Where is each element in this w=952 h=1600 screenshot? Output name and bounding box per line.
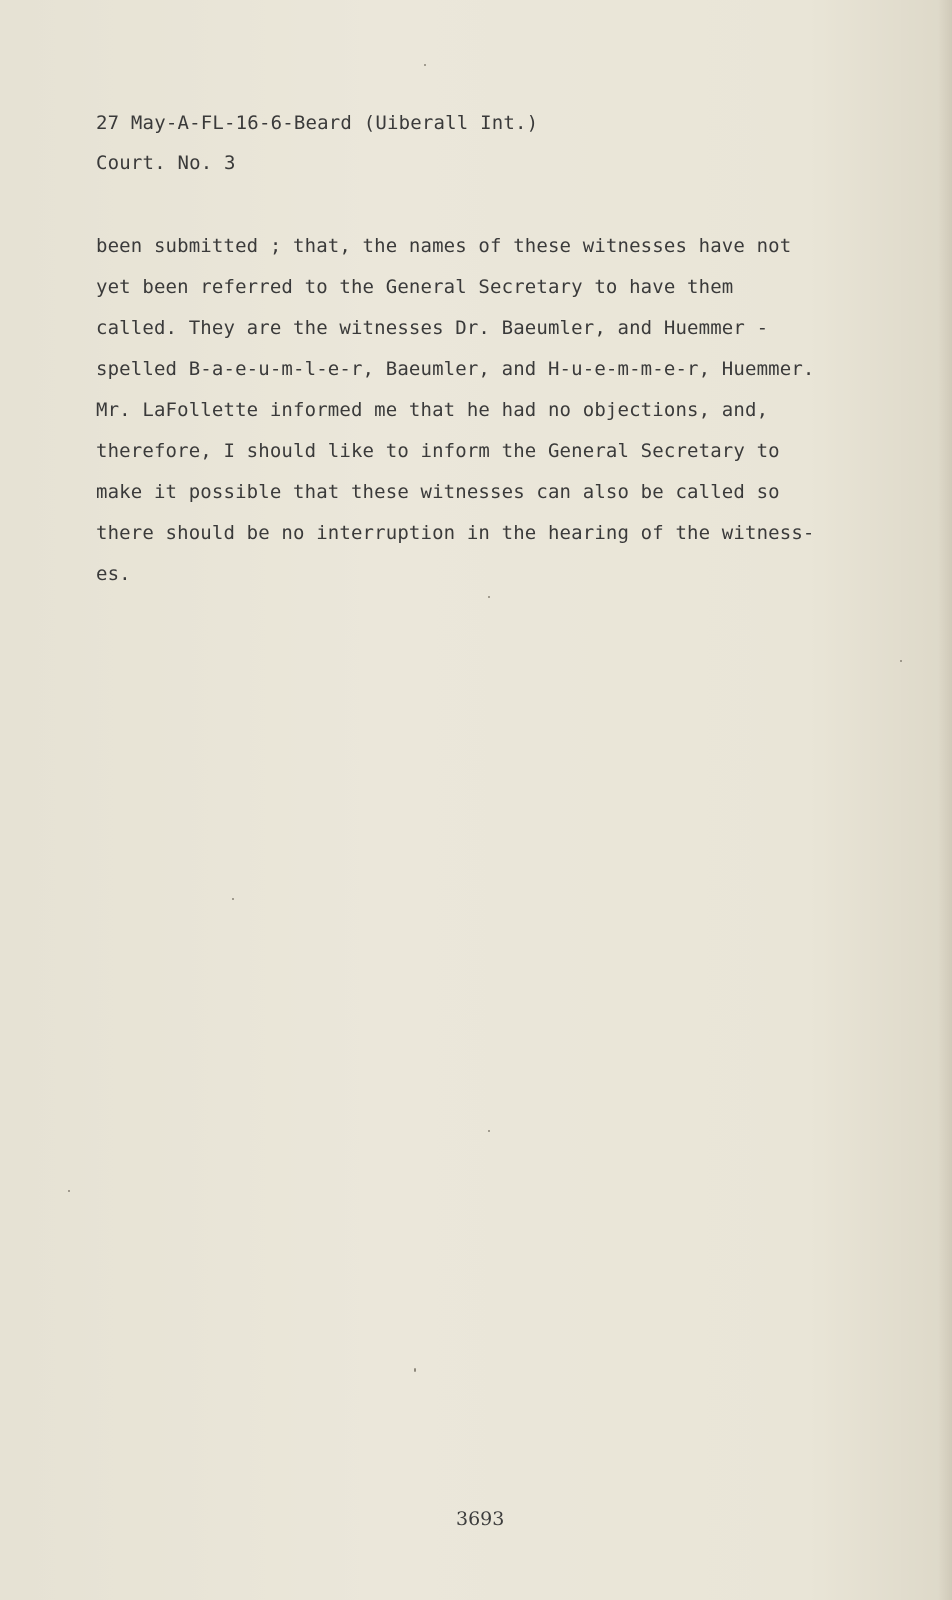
- page-number: 3693: [456, 1508, 505, 1530]
- transcript-line: therefore, I should like to inform the General Secretary to: [96, 440, 780, 462]
- paper-speck: [232, 898, 234, 900]
- transcript-line: Mr. LaFollette informed me that he had no objections, and,: [96, 399, 769, 421]
- paper-speck: [68, 1190, 70, 1192]
- page-edge-shadow: [938, 0, 952, 1600]
- transcript-line: called. They are the witnesses Dr. Baeumler, and Huemmer -: [96, 317, 769, 339]
- transcript-line: es.: [96, 563, 131, 585]
- paper-speck: [900, 660, 902, 662]
- transcript-line: yet been referred to the General Secretary to have them: [96, 276, 734, 298]
- transcript-line: there should be no interruption in the hearing of the witness-: [96, 522, 815, 544]
- paper-speck: [488, 1130, 490, 1132]
- transcript-body: [96, 234, 896, 603]
- court-number: Court. No. 3: [96, 152, 236, 174]
- paper-speck: [488, 596, 490, 598]
- paper-speck: [414, 1368, 416, 1372]
- transcript-line: make it possible that these witnesses can also be called so: [96, 481, 780, 503]
- transcript-line: been submitted ; that, the names of these witnesses have not: [96, 235, 792, 257]
- document-header-title: 27 May-A-FL-16-6-Beard (Uiberall Int.): [96, 112, 539, 134]
- paper-speck: [424, 64, 426, 66]
- transcript-line: spelled B-a-e-u-m-l-e-r, Baeumler, and H-u-e-m-m-e-r, Huemmer.: [96, 358, 815, 380]
